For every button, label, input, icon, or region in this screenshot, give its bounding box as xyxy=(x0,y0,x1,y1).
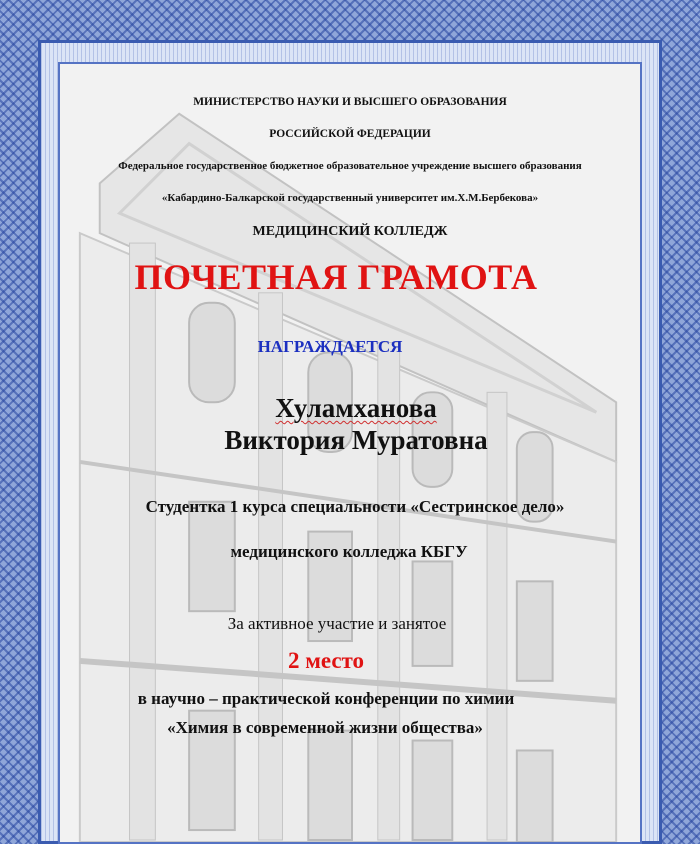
event-line-1: в научно – практической конференции по химии xyxy=(137,689,515,708)
place-awarded: 2 место xyxy=(287,648,365,673)
description-line-1: Студентка 1 курса специальности «Сестринское дело» xyxy=(145,497,565,516)
event-line-2: «Химия в современной жизни общества» xyxy=(167,718,483,737)
institution-line: Федеральное государственное бюджетное образовательное учреждение высшего образования xyxy=(118,160,582,172)
university-line: «Кабардино-Балкарской государственный университет им.Х.М.Бербекова» xyxy=(161,192,539,204)
reason-line: За активное участие и занятое xyxy=(227,614,447,633)
ministry-line-1: МИНИСТЕРСТВО НАУКИ И ВЫСШЕГО ОБРАЗОВАНИЯ xyxy=(193,96,507,108)
recipient-given-names: Виктория Муратовна xyxy=(224,425,488,455)
recipient-surname xyxy=(6,393,700,424)
college-name: МЕДИЦИНСКИЙ КОЛЛЕДЖ xyxy=(252,224,448,239)
ministry-line-2: РОССИЙСКОЙ ФЕДЕРАЦИИ xyxy=(269,128,431,140)
certificate-title: ПОЧЕТНАЯ ГРАМОТА xyxy=(134,257,538,297)
awarded-label: НАГРАЖДАЕТСЯ xyxy=(257,337,403,356)
description-line-2: медицинского колледжа КБГУ xyxy=(230,542,468,561)
surname-text: Хуламханова xyxy=(275,393,437,423)
